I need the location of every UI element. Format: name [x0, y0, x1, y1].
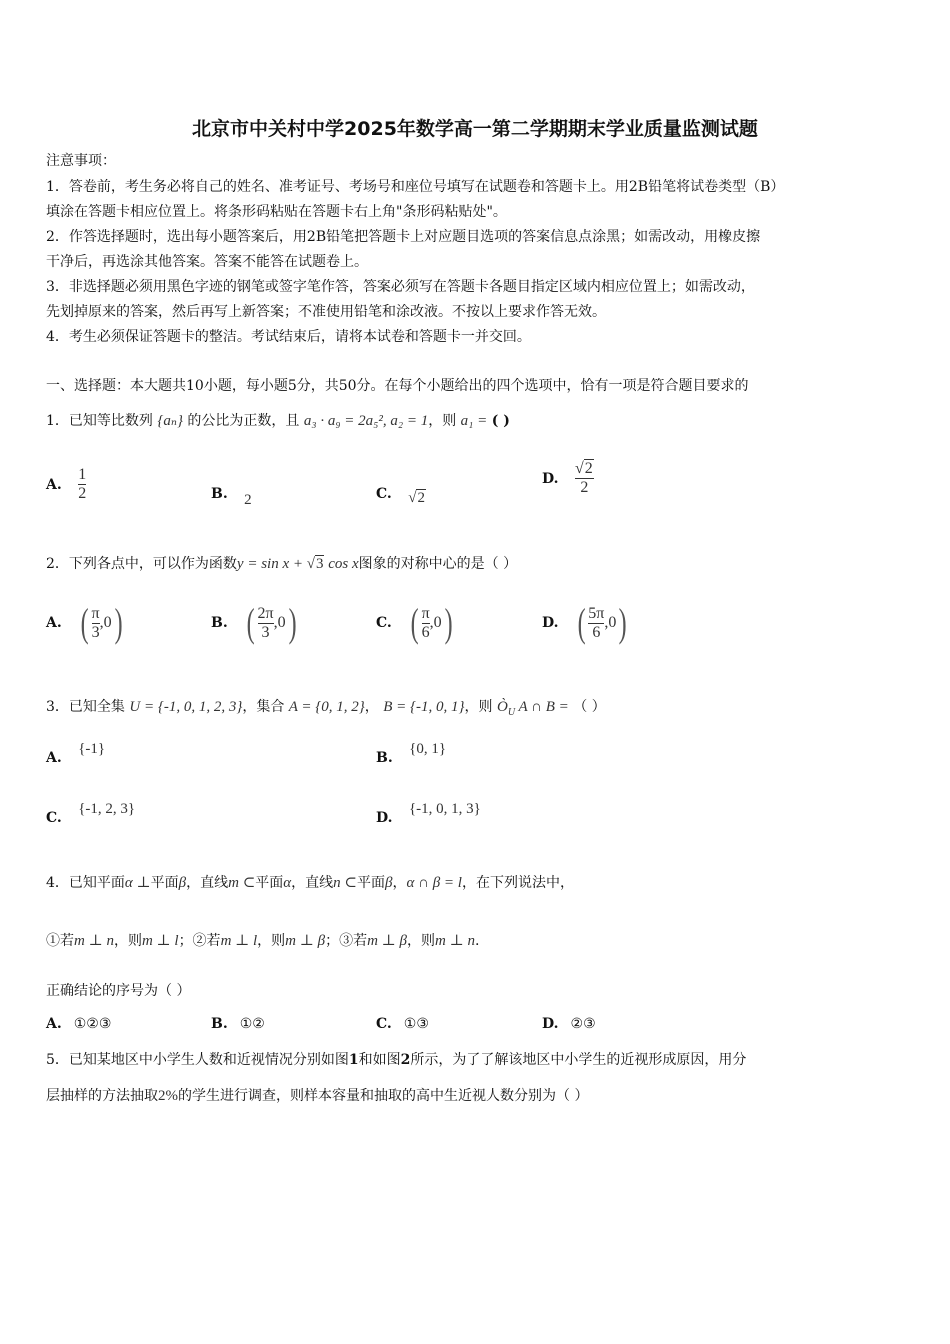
- numerator: π: [91, 604, 100, 622]
- option-label: C.: [376, 615, 392, 631]
- math-expression: m ⊥ n: [74, 933, 114, 949]
- question-number: 2．: [46, 556, 69, 572]
- option-b[interactable]: [211, 486, 252, 508]
- option-label: B.: [211, 1016, 228, 1032]
- question-text: 层抽样的方法抽取: [46, 1088, 158, 1104]
- option-c[interactable]: [376, 1016, 429, 1032]
- denominator: 6: [421, 623, 430, 641]
- option-label: C.: [376, 486, 392, 502]
- math-expression: α: [283, 875, 292, 891]
- denominator: 2: [78, 485, 87, 502]
- notice-line: 填涂在答题卡相应位置上。将条形码粘贴在答题卡右上角"条形码粘贴处"。: [46, 204, 507, 220]
- y-coordinate: ,0: [99, 614, 112, 631]
- y-coordinate: ,0: [273, 614, 286, 631]
- option-d[interactable]: [376, 801, 481, 827]
- question-text: 已知某地区中小学生人数和近视情况分别如图: [68, 1052, 349, 1068]
- question-text: ，集合: [242, 699, 285, 715]
- fraction: [78, 466, 86, 503]
- question-2: [46, 555, 517, 573]
- math-expression: a₃ · a₉ = 2a₅², a₂ = 1: [303, 413, 429, 429]
- option-d[interactable]: [542, 460, 594, 497]
- option-value: ①②③: [73, 1016, 112, 1032]
- page-title: 北京市中关村中学2025年数学高一第二学期期末学业质量监测试题: [192, 118, 758, 140]
- notice-line: 先划掉原来的答案，然后再写上新答案；不准使用铅笔和涂改液。不按以上要求作答无效。: [46, 304, 606, 320]
- numerator: 1: [78, 466, 87, 483]
- option-value: 2: [244, 492, 252, 508]
- math-expression: m ⊥ l: [220, 933, 258, 949]
- question-text: 已知全集: [68, 699, 125, 715]
- question-text: 平面: [150, 875, 179, 891]
- radicand: 2: [417, 490, 425, 506]
- complement-subscript: U: [507, 707, 516, 718]
- denominator: 6: [592, 623, 601, 641]
- notice-line: 干净后，再选涂其他答案。答案不能答在试题卷上。: [46, 254, 368, 270]
- option-label: C.: [46, 810, 62, 826]
- numerator: √2: [574, 460, 593, 477]
- option-value: {-1, 2, 3}: [78, 801, 136, 817]
- option-label: D.: [542, 470, 559, 487]
- statement-text: ；②若: [178, 933, 221, 949]
- figure-ref: 1: [348, 1052, 359, 1068]
- math-expression: 2%: [158, 1088, 178, 1104]
- question-text: 和如图: [358, 1052, 401, 1068]
- statement-text: ；③若: [325, 933, 368, 949]
- fraction: [588, 605, 604, 642]
- math-expression: m ⊥ β: [285, 933, 326, 949]
- notice-heading: 注意事项：: [46, 153, 116, 169]
- right-paren: ): [619, 600, 628, 645]
- math-expression: U = {-1, 0, 1, 2, 3}: [129, 699, 243, 715]
- math-expression: A = {0, 1, 2}: [288, 699, 365, 715]
- question-4: [46, 874, 574, 892]
- option-value: {0, 1}: [409, 741, 447, 757]
- option-value: ①②: [239, 1016, 265, 1032]
- question-text: 所示，为了了解该地区中小学生的近视形成原因，用分: [410, 1052, 747, 1068]
- radicand: 3: [315, 556, 324, 572]
- question-text: ，: [392, 875, 407, 891]
- radicand: 2: [584, 460, 593, 477]
- math-expression: y = sin x +: [236, 556, 307, 572]
- point-expression: [78, 600, 125, 645]
- math-expression: β: [385, 875, 393, 891]
- question-text: 的公比为正数，且: [187, 413, 300, 429]
- question-number: 5．: [46, 1052, 69, 1068]
- question-number: 4．: [46, 875, 69, 891]
- math-expression: n ⊂: [333, 875, 357, 891]
- statement-text: .: [474, 933, 480, 949]
- denominator: 3: [261, 623, 270, 641]
- left-paren: (: [80, 600, 89, 645]
- question-text: ，: [364, 699, 379, 715]
- fraction: [575, 460, 594, 497]
- y-coordinate: ,0: [604, 614, 617, 631]
- option-a[interactable]: [46, 466, 86, 503]
- math-expression: m ⊂: [228, 875, 256, 891]
- option-a[interactable]: [46, 741, 106, 767]
- option-label: A.: [46, 615, 62, 631]
- option-b[interactable]: [376, 741, 447, 767]
- question-text: 平面: [357, 875, 385, 891]
- left-paren: (: [577, 600, 586, 645]
- question-text: ，直线: [291, 875, 334, 891]
- fraction: [92, 605, 100, 642]
- notice-line: 3．非选择题必须用黑色字迹的钢笔或签字笔作答，答案必须写在答题卡各题目指定区域内相应位置上；如需改动，: [46, 279, 755, 295]
- math-expression: α ∩ β = l: [406, 875, 462, 891]
- left-paren: (: [246, 600, 255, 645]
- question-text: ，则: [428, 413, 457, 429]
- option-c[interactable]: [376, 486, 426, 506]
- question-5: [46, 1051, 746, 1069]
- math-expression: α ⊥: [124, 875, 151, 891]
- question-text: ，在下列说法中，: [461, 875, 574, 891]
- notice-line: 1．答卷前，考生务必将自己的姓名、准考证号、考场号和座位号填写在试题卷和答题卡上。用2B铅笔将试卷类型（B）: [46, 179, 785, 195]
- point-expression: [408, 600, 455, 645]
- math-expression: β: [178, 875, 187, 891]
- question-text: 图象的对称中心的是（ ）: [358, 556, 518, 572]
- option-label: B.: [211, 486, 228, 502]
- math-expression: cos x: [324, 556, 359, 572]
- answer-bracket: ( ): [491, 413, 510, 429]
- option-label: A.: [46, 1016, 62, 1032]
- question-text: 已知等比数列: [68, 413, 153, 429]
- figure-ref: 2: [400, 1052, 411, 1068]
- math-expression: B = {-1, 0, 1}: [383, 699, 465, 715]
- question-5-line2: [46, 1087, 588, 1105]
- option-label: D.: [376, 810, 393, 826]
- math-expression: m ⊥ n: [435, 933, 475, 949]
- option-a[interactable]: [46, 600, 125, 645]
- option-label: B.: [211, 615, 228, 631]
- statement-text: ①若: [46, 933, 74, 949]
- sqrt-expression: √3: [306, 556, 324, 572]
- math-expression: m ⊥ l: [141, 933, 179, 949]
- option-a[interactable]: [46, 1016, 111, 1032]
- question-number: 1．: [46, 413, 69, 429]
- fraction: [258, 605, 274, 642]
- math-expression: m ⊥ β: [367, 933, 408, 949]
- option-label: C.: [376, 1016, 392, 1032]
- question-1: [46, 412, 510, 430]
- answer-bracket: （ ）: [573, 699, 606, 715]
- option-value: {-1}: [78, 741, 106, 757]
- question-text: 平面: [255, 875, 284, 891]
- complement-expression: A ∩ B =: [515, 699, 569, 715]
- denominator: 2: [580, 479, 589, 496]
- option-value: {-1, 0, 1, 3}: [408, 801, 481, 817]
- numerator: 5π: [588, 604, 605, 622]
- left-paren: (: [410, 600, 419, 645]
- numerator: 2π: [257, 604, 274, 622]
- question-text: ，则: [464, 699, 493, 715]
- point-expression: [575, 600, 630, 645]
- option-d[interactable]: [542, 1016, 596, 1032]
- notice-line: 2．作答选择题时，选出每小题答案后，用2B铅笔把答题卡上对应题目选项的答案信息点涂黑；如需改动，用橡皮擦: [46, 229, 761, 245]
- option-label: D.: [542, 615, 559, 631]
- point-expression: [244, 600, 299, 645]
- question-4-prompt: 正确结论的序号为（ ）: [46, 983, 191, 999]
- option-label: A.: [46, 476, 62, 493]
- option-label: B.: [376, 750, 393, 766]
- y-coordinate: ,0: [429, 614, 442, 631]
- complement-symbol: Ò: [496, 699, 508, 715]
- sqrt-expression: √2: [408, 490, 425, 506]
- numerator: π: [421, 604, 430, 622]
- right-paren: ): [444, 600, 453, 645]
- option-label: D.: [542, 1016, 559, 1032]
- statement-text: ，则: [407, 933, 436, 949]
- fraction: [422, 605, 430, 642]
- question-text: ，直线: [186, 875, 229, 891]
- question-3: [46, 698, 606, 722]
- denominator: 3: [91, 623, 100, 641]
- question-text: 下列各点中，可以作为函数: [68, 556, 237, 572]
- option-b[interactable]: [211, 1016, 265, 1032]
- question-number: 3．: [46, 699, 69, 715]
- option-value: ①③: [403, 1016, 429, 1032]
- option-d[interactable]: [542, 600, 630, 645]
- question-4-statements: [46, 932, 479, 950]
- option-c[interactable]: [376, 600, 455, 645]
- option-label: A.: [46, 750, 62, 766]
- statement-text: ，则: [257, 933, 286, 949]
- math-expression: a₁ =: [460, 413, 488, 429]
- option-value: ②③: [570, 1016, 596, 1032]
- notice-line: 4．考生必须保证答题卡的整洁。考试结束后，请将本试卷和答题卡一并交回。: [46, 329, 531, 345]
- option-c[interactable]: [46, 801, 136, 827]
- statement-text: ，则: [113, 933, 142, 949]
- math-expression: [496, 699, 569, 718]
- option-b[interactable]: [211, 600, 299, 645]
- question-text: 的学生进行调查，则样本容量和抽取的高中生近视人数分别为（ ）: [178, 1088, 589, 1104]
- right-paren: ): [288, 600, 297, 645]
- question-text: 已知平面: [68, 875, 125, 891]
- right-paren: ): [114, 600, 123, 645]
- section-heading: 一、选择题：本大题共10小题，每小题5分，共50分。在每个小题给出的四个选项中，恰有一项是符合题目要求的: [46, 378, 749, 394]
- math-expression: {aₙ}: [157, 413, 183, 429]
